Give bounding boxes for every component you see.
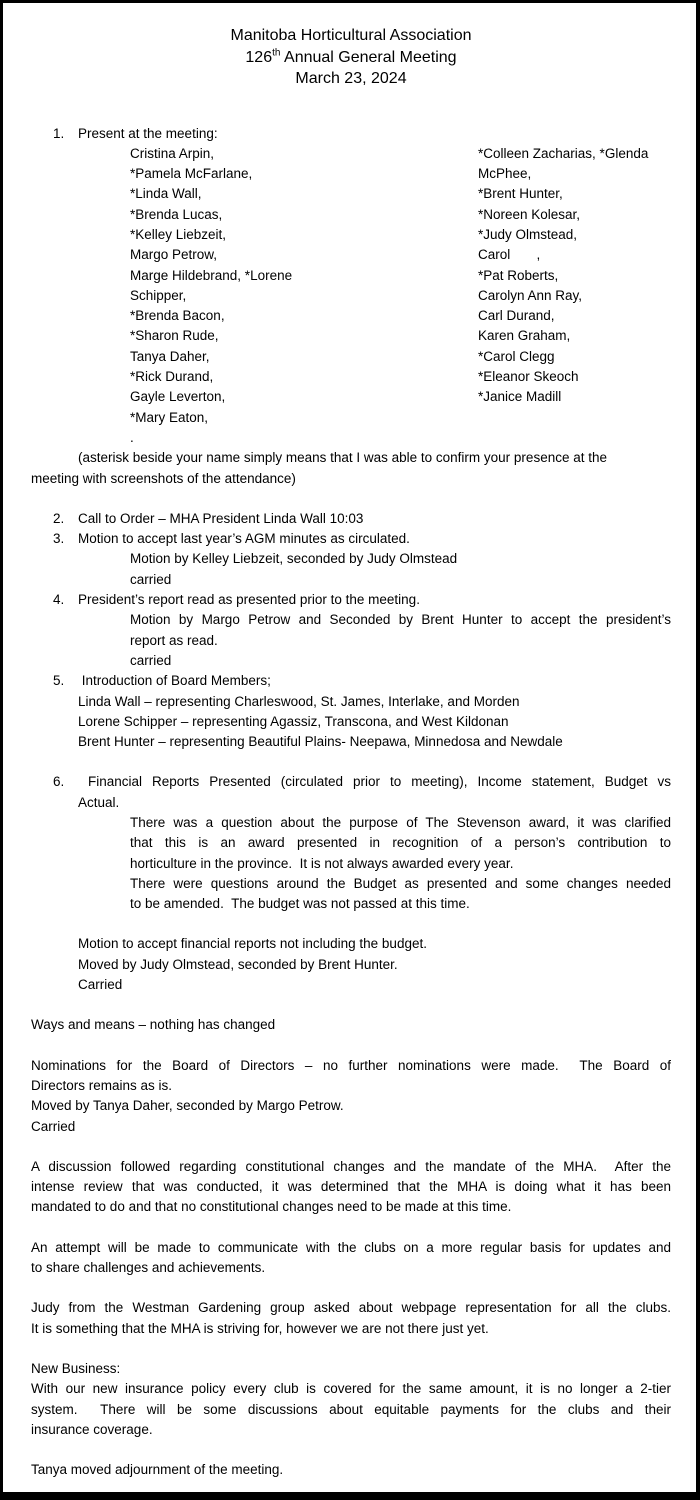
item-number: 2. (53, 510, 65, 526)
agenda-item-6-discussion (130, 813, 671, 914)
nominations-paragraph (31, 1056, 671, 1137)
title-meeting-number: 126 (245, 48, 273, 66)
spacer (31, 1440, 671, 1460)
asterisk-note-line: (asterisk beside your name simply means that I was able to confirm your presence at the (78, 450, 607, 466)
agenda-item-6 (53, 772, 671, 813)
motion-line: Motion by Margo Petrow and Seconded by Brent Hunter to accept the president’s (130, 612, 671, 628)
discussion-line: There was a question about the purpose of The Stevenson award, it was clarified (130, 815, 671, 830)
agenda-item-1 (53, 124, 671, 144)
spacer (31, 752, 671, 772)
document-content (3, 3, 696, 1480)
discussion-line: There were questions around the Budget as presented and some changes needed (130, 875, 671, 891)
attendee-name: McPhee, (478, 166, 532, 182)
attendee-name: *Brent Hunter, (478, 186, 563, 202)
asterisk-note (31, 448, 671, 489)
agenda-text-line: Financial Reports Presented (circulated prior to meeting), Income statement, Budget vs (78, 774, 671, 790)
agenda-item-5 (53, 671, 671, 691)
motion-line: Moved by Judy Olmstead, seconded by Brent Hunter. (78, 956, 398, 972)
ways-and-means-paragraph (31, 1015, 671, 1035)
paragraph-line: Ways and means – nothing has changed (31, 1017, 276, 1033)
item-number: 5. (53, 673, 65, 689)
title-ordinal-suffix: th (272, 47, 281, 59)
motion-line: carried (130, 652, 172, 668)
paragraph-line: mandated to do and that no constitutional changes need to be made at this time. (31, 1199, 512, 1215)
paragraph-line: to share challenges and achievements. (31, 1260, 266, 1276)
document-title (31, 25, 671, 90)
agenda-item-2 (53, 509, 671, 529)
paragraph-line: intense review that was conducted, it was determined that the MHA is doing what it has been (31, 1179, 671, 1195)
paragraph-line: Directors remains as is. (31, 1077, 173, 1093)
title-spacer (31, 90, 671, 124)
attendee-name: Cristina Arpin, (130, 145, 215, 161)
agenda-item-3 (53, 529, 671, 549)
agenda-text-line: Introduction of Board Members; (78, 673, 271, 689)
adjournment-paragraph (31, 1460, 671, 1480)
spacer (31, 995, 671, 1015)
attendee-columns (31, 144, 671, 448)
attendee-name: *Colleen Zacharias, *Glenda (478, 145, 649, 161)
paragraph-line: Tanya moved adjournment of the meeting. (31, 1462, 284, 1478)
item-number: 1. (53, 125, 65, 141)
spacer (31, 1036, 671, 1056)
board-member-line: Linda Wall – representing Charleswood, St. James, Interlake, and Morden (78, 693, 520, 709)
paragraph-line: A discussion followed regarding constitutional changes and the mandate of the MHA. After the (31, 1158, 671, 1174)
item-number: 3. (53, 531, 65, 547)
attendee-name: *Eleanor Skeoch (478, 369, 579, 385)
spacer (31, 489, 671, 509)
title-association-name: Manitoba Horticultural Association (230, 27, 472, 44)
attendee-column-left (130, 144, 478, 448)
attendee-name: *Pamela McFarlane, (130, 166, 253, 182)
attendee-name: Margo Petrow, (130, 247, 218, 263)
item-text (78, 529, 671, 549)
title-meeting-text: Annual General Meeting (280, 48, 457, 66)
attendee-name: Marge Hildebrand, *Lorene (130, 267, 293, 283)
agenda-text-line: President’s report read as presented prior to the meeting. (78, 592, 420, 608)
communication-paragraph (31, 1238, 671, 1279)
motion-line: carried (130, 571, 172, 587)
item-text (78, 772, 671, 813)
item-number: 6. (53, 774, 65, 790)
spacer (31, 1218, 671, 1238)
attendee-name: *Judy Olmstead, (478, 226, 578, 242)
attendee-name: Carolyn Ann Ray, (478, 287, 583, 303)
motion-line: Motion by Kelley Liebzeit, seconded by Judy Olmstead (130, 551, 458, 567)
spacer (31, 914, 671, 934)
paragraph-line: With our new insurance policy every club is covered for the same amount, it is no longer a 2-tier (31, 1381, 671, 1397)
financial-motion (78, 934, 671, 995)
attendee-name: . (130, 429, 134, 445)
paragraph-line: Nominations for the Board of Directors – no further nominations were made. The Board of (31, 1057, 671, 1073)
item-text (78, 590, 671, 610)
attendee-name: *Sharon Rude, (130, 328, 219, 344)
attendee-name: Tanya Daher, (130, 348, 210, 364)
spacer (31, 1339, 671, 1359)
item-label (78, 124, 671, 144)
spacer (31, 1278, 671, 1298)
attendee-name: *Carol Clegg (478, 348, 555, 364)
discussion-line: horticulture in the province. It is not always awarded every year. (130, 855, 514, 871)
attendee-name: Carol , (478, 247, 541, 263)
item-text (78, 509, 671, 529)
asterisk-note-line: meeting with screenshots of the attendance) (31, 470, 296, 486)
paragraph-line: Moved by Tanya Daher, seconded by Margo Petrow. (31, 1098, 344, 1114)
attendance-heading: Present at the meeting: (78, 125, 218, 141)
spacer (31, 1137, 671, 1157)
motion-line: Carried (78, 977, 123, 993)
attendee-column-right (478, 144, 671, 448)
attendee-name: Gayle Leverton, (130, 389, 226, 405)
attendee-name: *Janice Madill (478, 389, 562, 405)
attendee-name: *Pat Roberts, (478, 267, 559, 283)
attendee-name: *Rick Durand, (130, 369, 214, 385)
paragraph-line: An attempt will be made to communicate with the clubs on a more regular basis for updates and (31, 1239, 671, 1255)
attendee-name: Carl Durand, (478, 308, 555, 324)
agenda-text-line: Call to Order – MHA President Linda Wall 10:03 (78, 510, 364, 526)
title-date: March 23, 2024 (295, 70, 407, 87)
board-members-list (78, 692, 671, 753)
paragraph-line: It is something that the MHA is striving for, however we are not there just yet. (31, 1320, 489, 1336)
agenda-text-line: Motion to accept last year’s AGM minutes as circulated. (78, 531, 410, 547)
discussion-line: to be amended. The budget was not passed at this time. (130, 896, 470, 912)
paragraph-line: Carried (31, 1118, 76, 1134)
item-text (78, 671, 671, 691)
motion-line: report as read. (130, 632, 218, 648)
agenda-item-4 (53, 590, 671, 610)
discussion-line: that this is an award presented in recognition of a person’s contribution to (130, 835, 671, 851)
board-member-line: Brent Hunter – representing Beautiful Plains- Neepawa, Minnedosa and Newdale (78, 734, 563, 750)
attendee-name: *Brenda Bacon, (130, 308, 225, 324)
attendee-name: *Brenda Lucas, (130, 206, 223, 222)
agenda-item-3-motion (130, 549, 671, 590)
motion-line: Motion to accept financial reports not including the budget. (78, 936, 427, 952)
attendee-name: *Linda Wall, (130, 186, 202, 202)
new-business-paragraph (31, 1359, 671, 1440)
webpage-paragraph (31, 1298, 671, 1339)
paragraph-line: Judy from the Westman Gardening group asked about webpage representation for all the clubs. (31, 1300, 671, 1316)
paragraph-line: insurance coverage. (31, 1421, 153, 1437)
title-meeting-line (31, 47, 671, 69)
paragraph-line: system. There will be some discussions about equitable payments for the clubs and their (31, 1401, 671, 1417)
attendee-name: *Noreen Kolesar, (478, 206, 581, 222)
attendee-name: *Mary Eaton, (130, 409, 209, 425)
constitutional-discussion-paragraph (31, 1157, 671, 1218)
agenda-item-4-motion (130, 610, 671, 671)
attendee-name: *Kelley Liebzeit, (130, 226, 227, 242)
item-number: 4. (53, 592, 65, 608)
agenda-text-line: Actual. (78, 794, 120, 810)
paragraph-line: New Business: (31, 1360, 121, 1376)
attendee-name: Karen Graham, (478, 328, 571, 344)
attendee-name: Schipper, (130, 287, 187, 303)
board-member-line: Lorene Schipper – representing Agassiz, Transcona, and West Kildonan (78, 713, 509, 729)
